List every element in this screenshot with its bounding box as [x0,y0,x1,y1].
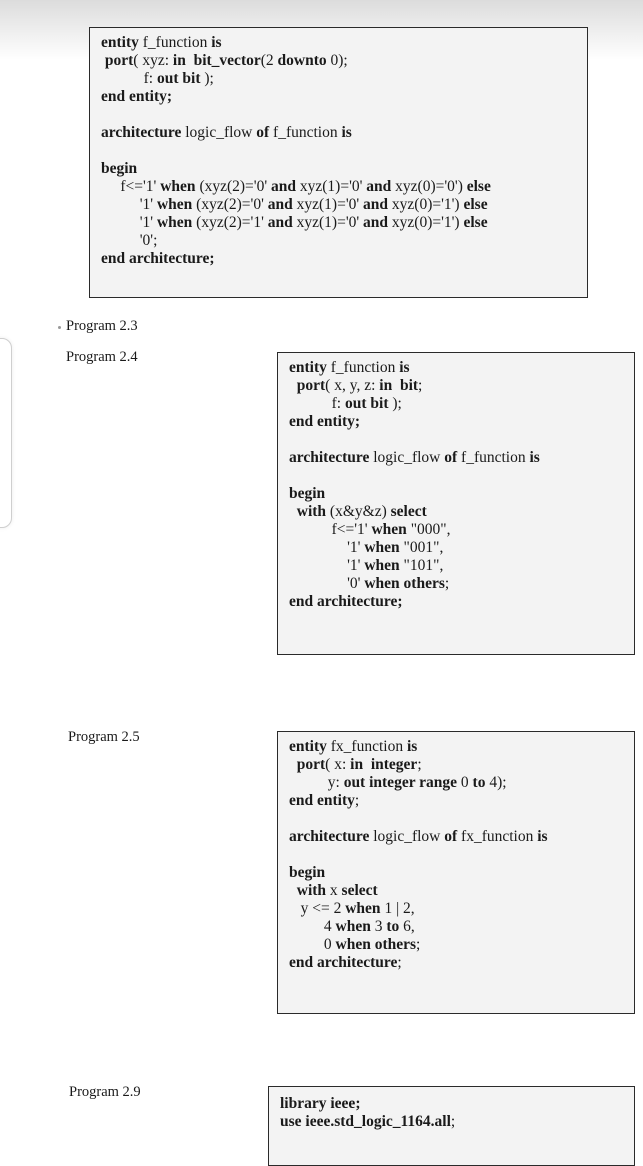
code-line: port( x, y, z: in bit; [289,377,423,394]
program-2-3-code [89,27,588,298]
code-line: f<='1' when "000", [289,521,451,538]
program-2-4-code [277,352,635,655]
code-line: port( x: in integer; [289,756,422,773]
caption-program-2-9: Program 2.9 [69,1084,141,1100]
code-line: f: out bit ); [101,70,214,87]
code-line: y <= 2 when 1 | 2, [289,900,415,917]
code-line: architecture logic_flow of f_function is [101,124,352,141]
code-blank-line [289,846,624,864]
code-line: with (x&y&z) select [289,503,427,520]
code-blank-line [101,106,577,124]
code-line: end architecture; [289,593,403,610]
code-blank-line [289,431,624,449]
code-line: y: out integer range 0 to 4); [289,774,507,791]
code-line: 0 when others; [289,936,421,953]
code-line: library ieee; [280,1095,361,1112]
code-line: begin [101,160,138,177]
code-line: '1' when (xyz(2)='1' and xyz(1)='0' and xyz(0)='1') else [101,214,488,231]
code-line: port( xyz: in bit_vector(2 downto 0); [101,52,348,69]
code-line: architecture logic_flow of fx_function is [289,828,548,845]
caption-program-2-5: Program 2.5 [68,729,140,745]
caption-program-2-3: Program 2.3 [66,318,138,334]
code-line: use ieee.std_logic_1164.all; [280,1113,456,1130]
caption-program-2-4: Program 2.4 [66,349,138,365]
code-line: end architecture; [289,954,402,971]
code-blank-line [289,467,624,485]
code-line: 4 when 3 to 6, [289,918,415,935]
code-line: '0' when others; [289,575,450,592]
code-line: entity fx_function is [289,738,418,755]
code-line: begin [289,485,326,502]
code-line: architecture logic_flow of f_function is [289,449,540,466]
code-blank-line [101,142,577,160]
program-2-5-code [277,731,635,1014]
list-bullet [58,326,61,329]
code-line: with x select [289,882,378,899]
code-line: f<='1' when (xyz(2)='0' and xyz(1)='0' and xyz(0)='0') else [101,178,491,195]
code-line: '1' when "101", [289,557,444,574]
code-line: end entity; [101,88,173,105]
code-blank-line [289,810,624,828]
code-line: begin [289,864,326,881]
code-line: end entity; [289,792,360,809]
program-2-9-code [268,1086,635,1166]
code-line: end entity; [289,413,361,430]
code-line: entity f_function is [289,359,410,376]
code-line: end architecture; [101,250,215,267]
code-line: '1' when "001", [289,539,444,556]
side-panel-tab[interactable] [0,338,12,528]
code-line: entity f_function is [101,34,222,51]
code-line: f: out bit ); [289,395,402,412]
code-line: '1' when (xyz(2)='0' and xyz(1)='0' and xyz(0)='1') else [101,196,488,213]
code-line: '0'; [101,232,158,249]
